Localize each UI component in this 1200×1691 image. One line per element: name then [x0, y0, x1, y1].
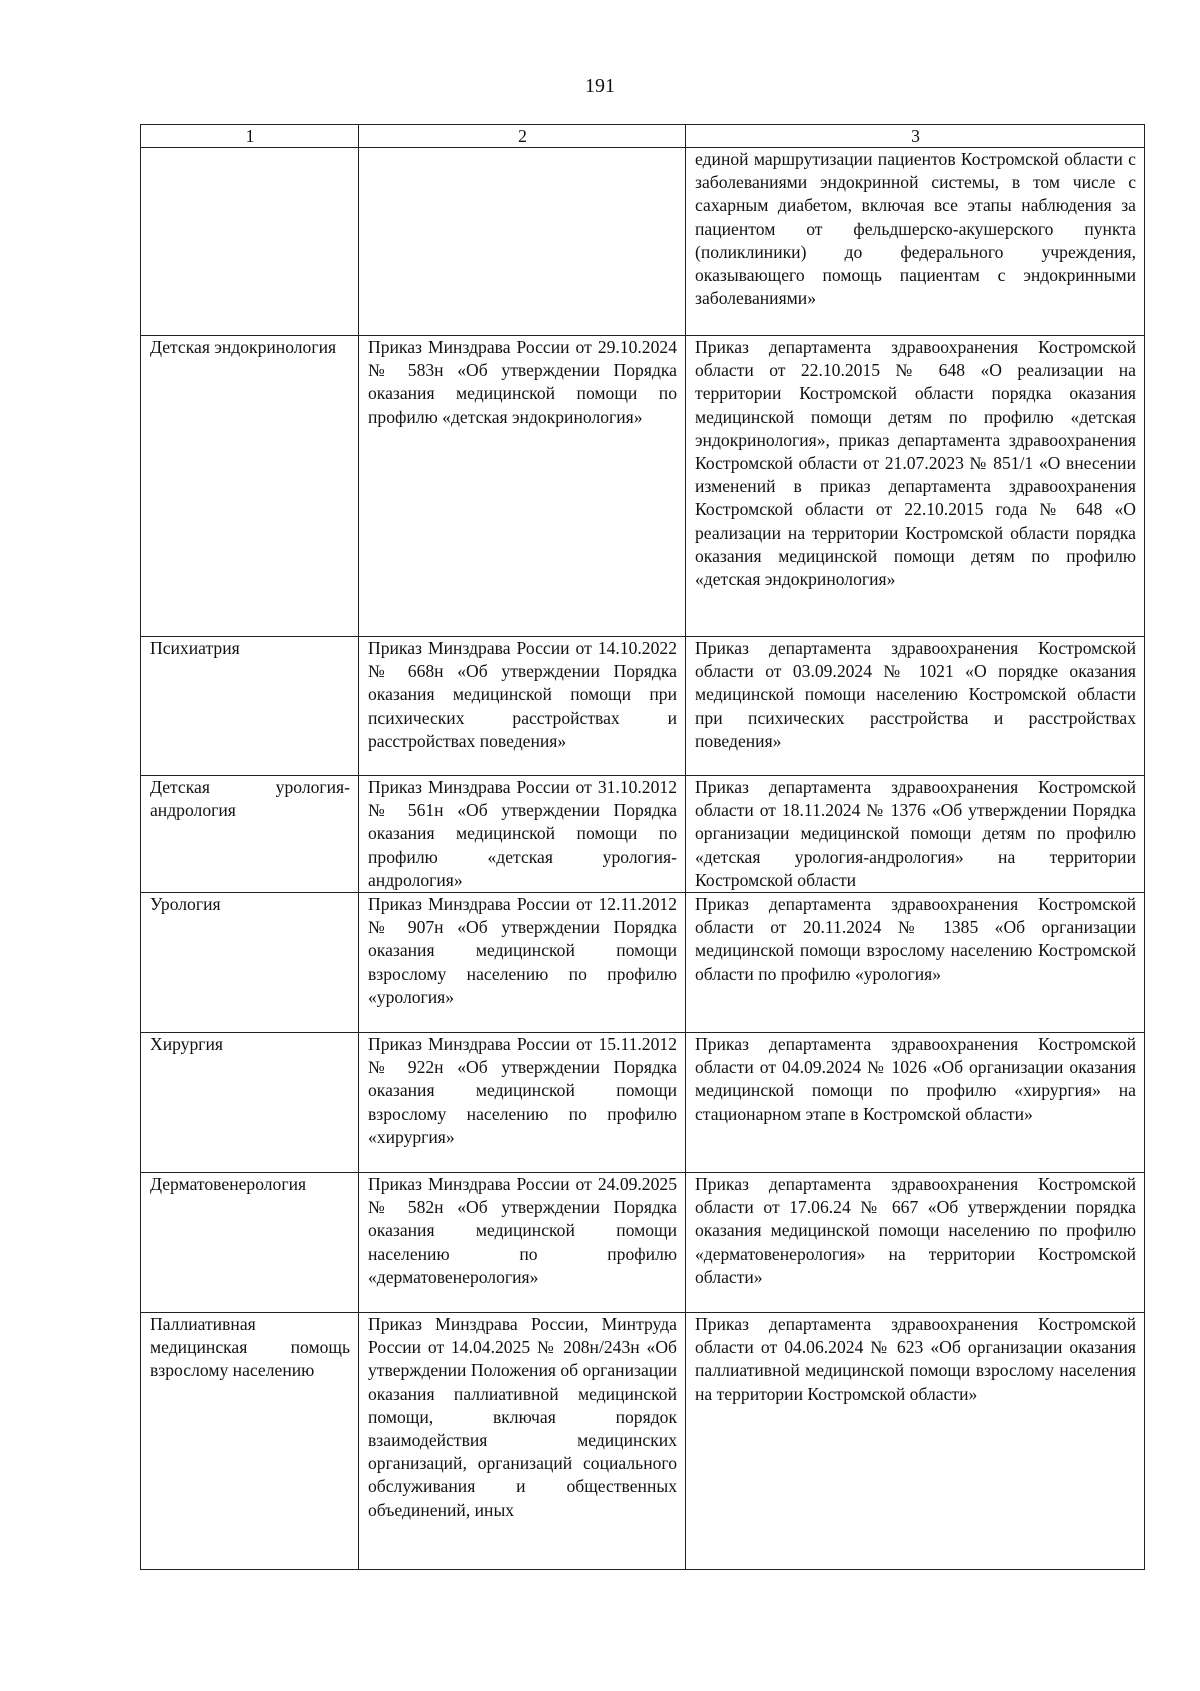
- federal-order-cell: Приказ Минздрава России от 12.11.2012 № 907н «Об утверждении Порядка оказания медицинской помощи взрослому населению по профилю «урология»: [359, 893, 686, 1033]
- profile-cell: Детская эндокринология: [141, 336, 359, 637]
- federal-order-cell: Приказ Минздрава России от 14.10.2022 № 668н «Об утверждении Порядка оказания медицинской помощи при психических расстройствах и расстройствах поведения»: [359, 637, 686, 776]
- federal-order-cell: [359, 148, 686, 336]
- table-row: [141, 776, 1145, 893]
- regional-order-cell: Приказ департамента здравоохранения Костромской области от 20.11.2024 № 1385 «Об организации медицинской помощи взрослому населению Костромской области по профилю «урология»: [686, 893, 1145, 1033]
- column-header-1: 1: [141, 125, 359, 148]
- table-row: [141, 1173, 1145, 1313]
- table-row: [141, 637, 1145, 776]
- profile-cell: Паллиативная медицинская помощь взрослому населению: [141, 1313, 359, 1570]
- regional-order-cell: Приказ департамента здравоохранения Костромской области от 17.06.24 № 667 «Об утверждении порядка оказания медицинской помощи населению по профилю «дерматовенерология» на территории Костромской области»: [686, 1173, 1145, 1313]
- federal-order-cell: Приказ Минздрава России от 24.09.2025 № 582н «Об утверждении Порядка оказания медицинской помощи населению по профилю «дерматовенерология»: [359, 1173, 686, 1313]
- column-header-3: 3: [686, 125, 1145, 148]
- profile-cell: Психиатрия: [141, 637, 359, 776]
- federal-order-cell: Приказ Минздрава России от 29.10.2024 № 583н «Об утверждении Порядка оказания медицинской помощи по профилю «детская эндокринология»: [359, 336, 686, 637]
- regional-order-cell: единой маршрутизации пациентов Костромской области с заболеваниями эндокринной системы, в том числе с сахарным диабетом, включая все этапы наблюдения за пациентом от фельдшерско-акушерского пункта (поликлиники) до федерального учреждения, оказывающего помощь пациентам с эндокринными заболеваниями»: [686, 148, 1145, 336]
- regional-order-cell: Приказ департамента здравоохранения Костромской области от 04.09.2024 № 1026 «Об организации оказания медицинской помощи по профилю «хирургия» на стационарном этапе в Костромской области»: [686, 1033, 1145, 1173]
- table-row: [141, 1313, 1145, 1570]
- regional-order-cell: Приказ департамента здравоохранения Костромской области от 18.11.2024 № 1376 «Об утверждении Порядка организации медицинской помощи детям по профилю «детская урология-андрология» на территории Костромской области: [686, 776, 1145, 893]
- profile-cell: Дерматовенерология: [141, 1173, 359, 1313]
- regional-order-cell: Приказ департамента здравоохранения Костромской области от 04.06.2024 № 623 «Об организации оказания паллиативной медицинской помощи взрослому населения на территории Костромской области»: [686, 1313, 1145, 1570]
- table-row: [141, 893, 1145, 1033]
- profile-cell: Детская урология-андрология: [141, 776, 359, 893]
- federal-order-cell: Приказ Минздрава России от 15.11.2012 № 922н «Об утверждении Порядка оказания медицинской помощи взрослому населению по профилю «хирургия»: [359, 1033, 686, 1173]
- regional-order-cell: Приказ департамента здравоохранения Костромской области от 03.09.2024 № 1021 «О порядке оказания медицинской помощи населению Костромской области при психических расстройства и расстройствах поведения»: [686, 637, 1145, 776]
- column-header-2: 2: [359, 125, 686, 148]
- federal-order-cell: Приказ Минздрава России, Минтруда России от 14.04.2025 № 208н/243н «Об утверждении Положения об организации оказания паллиативной медицинской помощи, включая порядок взаимодействия медицинских организаций, организаций социального обслуживания и общественных объединений, иных: [359, 1313, 686, 1570]
- profile-cell: [141, 148, 359, 336]
- profile-cell: Урология: [141, 893, 359, 1033]
- table-header-row: [141, 125, 1145, 148]
- federal-order-cell: Приказ Минздрава России от 31.10.2012 № 561н «Об утверждении Порядка оказания медицинской помощи по профилю «детская урология-андрология»: [359, 776, 686, 893]
- orders-table: [140, 124, 1145, 1570]
- table-row: [141, 1033, 1145, 1173]
- table-row: [141, 148, 1145, 336]
- regional-order-cell: Приказ департамента здравоохранения Костромской области от 22.10.2015 № 648 «О реализации на территории Костромской области порядка оказания медицинской помощи детям по профилю «детская эндокринология», приказ департамента здравоохранения Костромской области от 21.07.2023 № 851/1 «О внесении изменений в приказ департамента здравоохранения Костромской области от 22.10.2015 года № 648 «О реализации на территории Костромской области порядка оказания медицинской помощи детям по профилю «детская эндокринология»: [686, 336, 1145, 637]
- profile-cell: Хирургия: [141, 1033, 359, 1173]
- table-row: [141, 336, 1145, 637]
- page-number: 191: [585, 75, 615, 97]
